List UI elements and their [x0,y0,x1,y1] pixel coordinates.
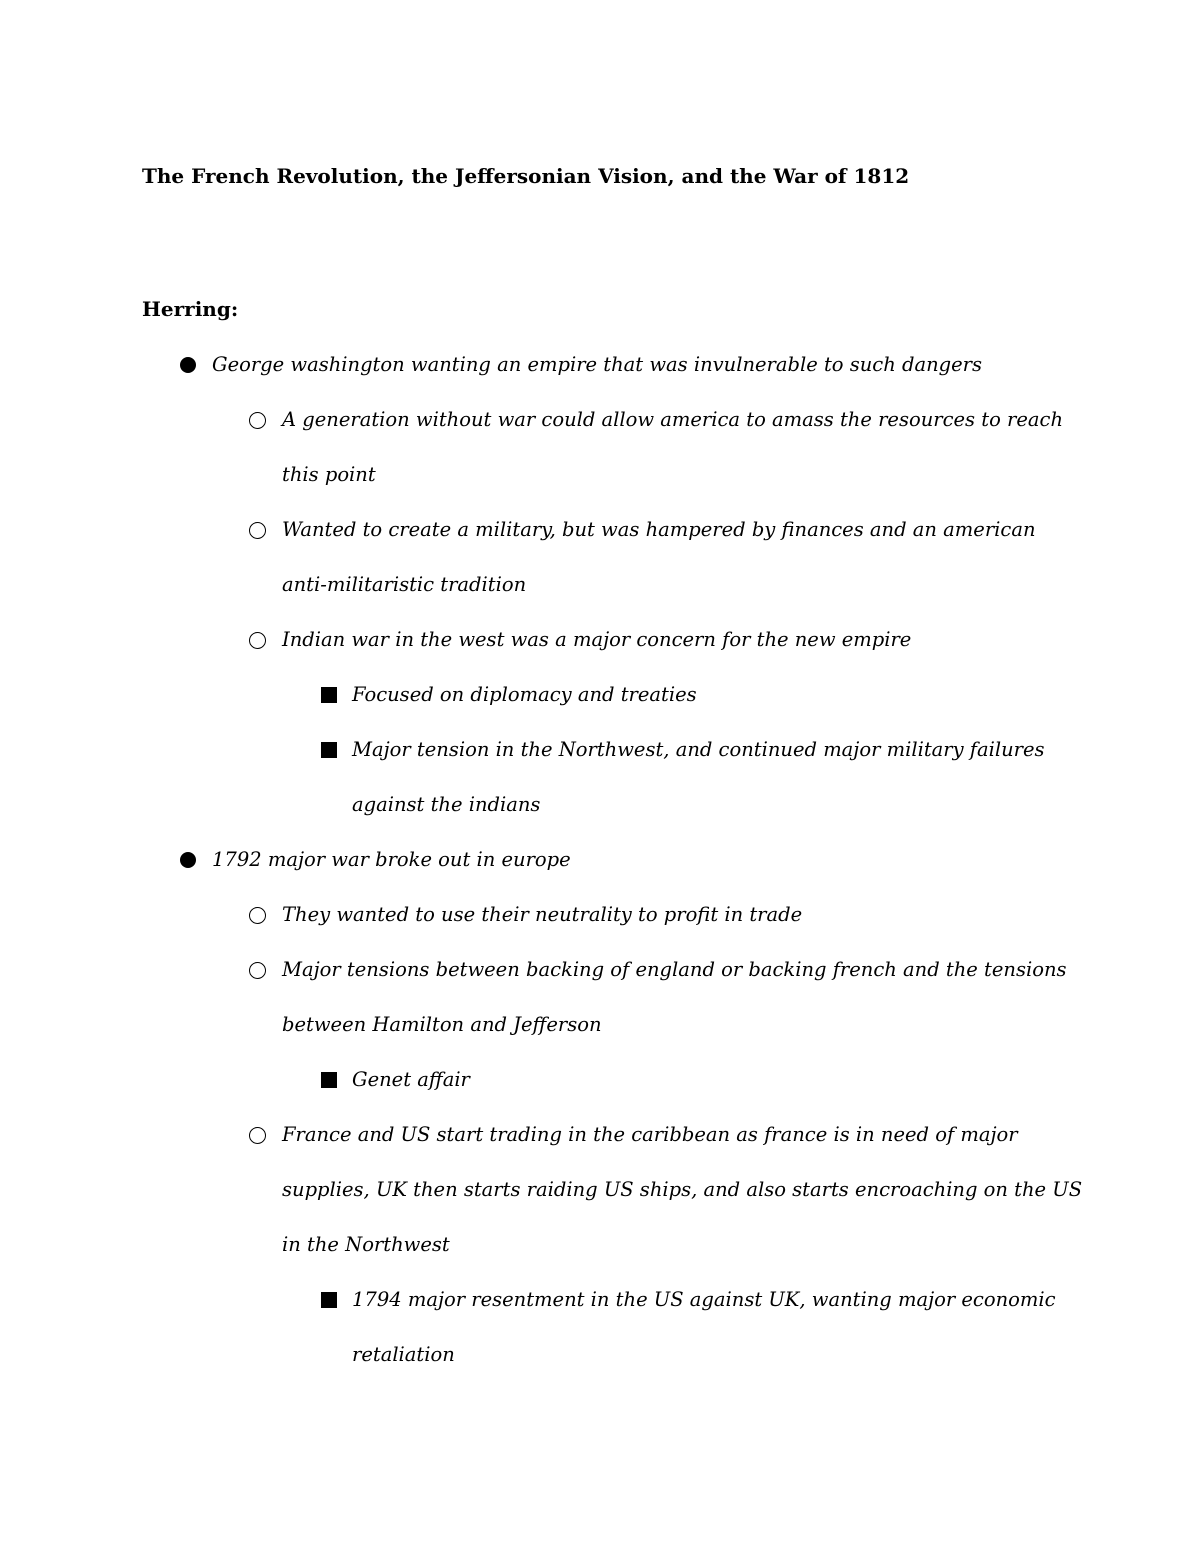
outline-item-line: George washington wanting an empire that was invulnerable to such dangers [212,353,983,376]
outline-item-line: Indian war in the west was a major concern for the new empire [282,628,912,651]
hollow-circle-bullet-icon [249,907,266,924]
square-bullet-icon [321,1072,337,1088]
outline-item-line: anti-militaristic tradition [282,573,527,596]
outline-item-line: 1794 major resentment in the US against UK, wanting major economic [352,1288,1056,1311]
outline-item-line: this point [282,463,376,486]
outline-item-line: against the indians [352,793,541,816]
outline-item-line: Genet affair [352,1068,470,1091]
bullet-disc-icon [180,357,196,373]
square-bullet-icon [321,1292,337,1308]
square-bullet-icon [321,687,337,703]
hollow-circle-bullet-icon [249,522,266,539]
outline-item-line: Major tension in the Northwest, and continued major military failures [352,738,1045,761]
outline-item-line: retaliation [352,1343,455,1366]
outline-item-line: They wanted to use their neutrality to profit in trade [282,903,803,926]
outline-item-line: Focused on diplomacy and treaties [352,683,697,706]
hollow-circle-bullet-icon [249,962,266,979]
outline-item-line: between Hamilton and Jefferson [282,1013,602,1036]
outline-item-line: A generation without war could allow america to amass the resources to reach [282,408,1063,431]
document-title: The French Revolution, the Jeffersonian Vision, and the War of 1812 [142,164,910,188]
outline-item-line: Major tensions between backing of england or backing french and the tensions [282,958,1067,981]
hollow-circle-bullet-icon [249,1127,266,1144]
outline-item-line: France and US start trading in the caribbean as france is in need of major [282,1123,1018,1146]
square-bullet-icon [321,742,337,758]
hollow-circle-bullet-icon [249,632,266,649]
bullet-disc-icon [180,852,196,868]
outline-item-line: Wanted to create a military, but was hampered by finances and an american [282,518,1036,541]
outline-item-line: in the Northwest [282,1233,450,1256]
outline-item-line: 1792 major war broke out in europe [212,848,571,871]
hollow-circle-bullet-icon [249,412,266,429]
outline-item-line: supplies, UK then starts raiding US ships, and also starts encroaching on the US [282,1178,1083,1201]
section-heading: Herring: [142,297,239,321]
